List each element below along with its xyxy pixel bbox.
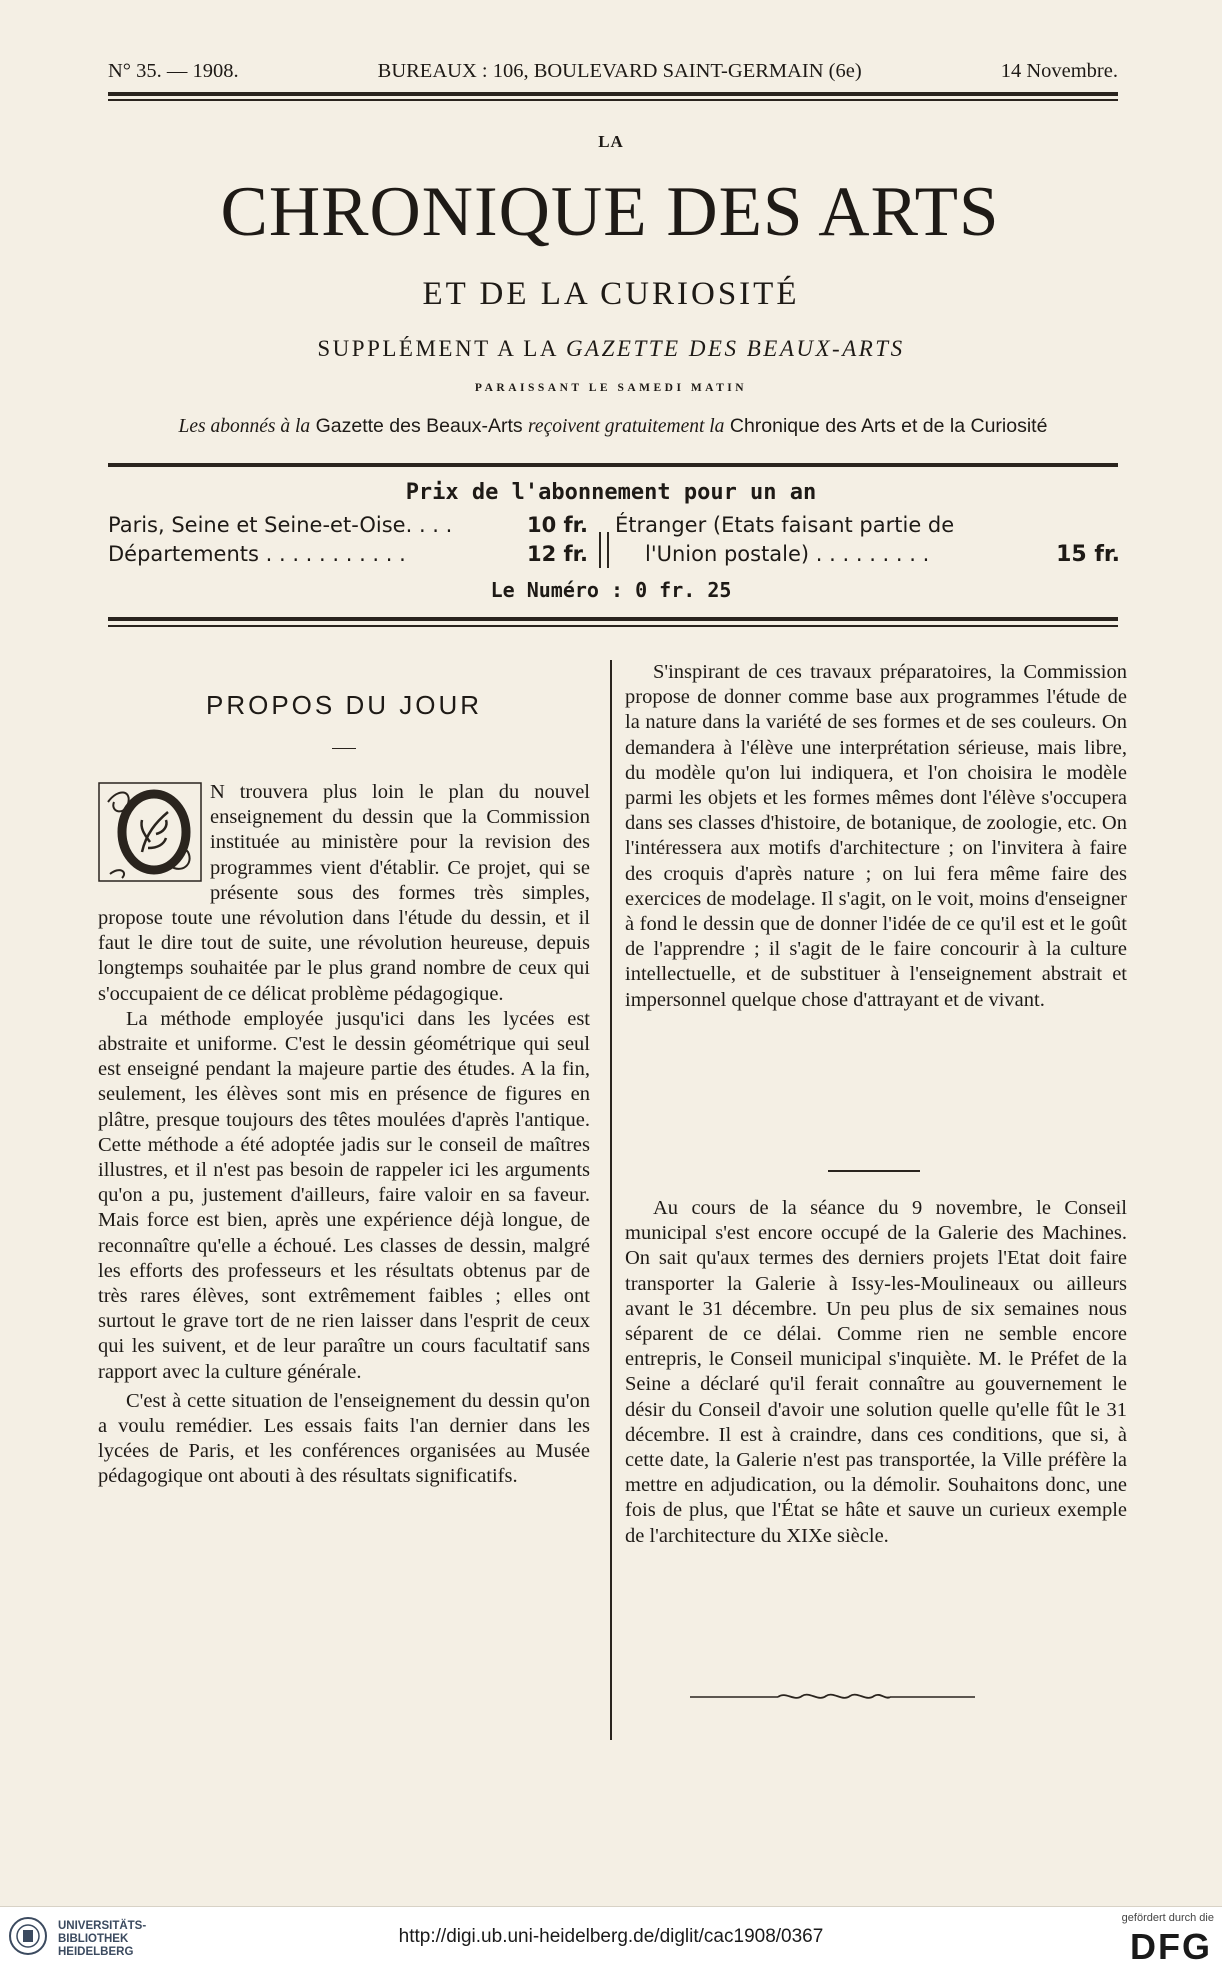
price-etranger-label1: Étranger (Etats faisant partie de <box>615 513 955 537</box>
masthead-subtitle: ET DE LA CURIOSITÉ <box>422 276 800 312</box>
article-heading: PROPOS DU JOUR <box>205 690 483 720</box>
publication-day: PARAISSANT LE SAMEDI MATIN <box>474 382 748 394</box>
masthead-rule <box>108 463 1118 467</box>
price-paris-label: Paris, Seine et Seine-et-Oise. . . . <box>108 513 453 537</box>
prices-rule-thin <box>108 625 1118 627</box>
right-column-top <box>625 660 1127 1013</box>
section-separator <box>828 1170 920 1172</box>
issue-number: N° 35. — 1908. <box>108 60 239 82</box>
ornamental-rule-icon <box>690 1688 975 1704</box>
subscribers-note-part4: Chronique des Arts et de la Curiosité <box>729 415 1048 437</box>
price-etranger-row2 <box>615 542 1120 568</box>
price-divider <box>599 532 609 568</box>
price-paris-row <box>108 513 588 539</box>
supplement-gazette: GAZETTE DES BEAUX-ARTS <box>565 336 905 361</box>
price-paris-value: 10 fr. <box>526 513 588 537</box>
price-etranger-value: 15 fr. <box>1056 542 1120 567</box>
supplement-line <box>0 336 1222 362</box>
heading-dash <box>332 748 356 749</box>
right-column-bottom <box>625 1196 1127 1549</box>
prices-rule <box>108 617 1118 621</box>
funding-note: gefördert durch die <box>1121 1912 1214 1924</box>
subscription-heading: Prix de l'abonnement pour un an <box>405 480 817 505</box>
paragraph-1-text: N trouvera plus loin le plan du nouvel enseignement du dessin que la Commission instituée au ministère pour la revision des programmes vient d'établir. Ce projet, qui se présente sous des formes très simples, propose toute une révolution dans l'étude du dessin, et il faut le dire tout de suite, une révolution heureuse, depuis longtemps souhaitée par le plus grand nombre de ceux qui s'occupaient de ce délicat problème pédagogique. <box>98 781 590 1005</box>
price-departements-row <box>108 542 588 568</box>
left-column <box>98 780 590 1490</box>
source-url[interactable]: http://digi.ub.uni-heidelberg.de/diglit/cac1908/0367 <box>398 1926 824 1947</box>
column-separator <box>610 660 612 1740</box>
price-departements-label: Départements . . . . . . . . . . . <box>108 542 406 566</box>
supplement-prefix: SUPPLÉMENT A LA <box>317 336 558 361</box>
paragraph-3: C'est à cette situation de l'enseignement du dessin qu'on a voulu remédier. Les essais faits l'an dernier dans les lycées de Paris, et les conférences organisées au Musée pédagogique ont abouti à des résultats significatifs. <box>98 1389 590 1488</box>
price-etranger-row1 <box>615 513 1120 539</box>
university-line-2: BIBLIOTHEK <box>58 1933 129 1945</box>
subscribers-note-part1: Les abonnés à la <box>178 416 311 437</box>
single-issue-price: Le Numéro : 0 fr. 25 <box>490 578 732 602</box>
header-rule-thin <box>108 99 1118 101</box>
paragraph-1 <box>98 780 590 1007</box>
price-etranger-label2: l'Union postale) . . . . . . . . . <box>645 542 930 566</box>
dfg-logo: DFG <box>1130 1926 1212 1967</box>
issue-header-line <box>108 60 1118 83</box>
paragraph-5: Au cours de la séance du 9 novembre, le Conseil municipal s'est encore occupé de la Galerie des Machines. On sait qu'aux termes des derniers projets l'Etat doit faire transporter la Galerie à Issy-les-Moulineaux ou ailleurs avant le 31 décembre. Un peu plus de six semaines nous séparent de ce délai. Comme rien ne semble encore entrepris, le Conseil municipal s'inquiète. M. le Préfet de la Seine a déclaré qu'il ferait connaître au gouvernement le désir du Conseil d'avoir une solution quelle qu'elle fût le 31 décembre. Il est à craindre, dans ces conditions, que si, à cette date, la Galerie n'est pas transportée, la Ville préfère la mettre en adjudication, ou la démolir. Souhaitons donc, une fois de plus, que l'État se hâte et sauve un curieux exemple de l'architecture du XIXe siècle. <box>625 1197 1127 1547</box>
subscribers-note-part3: reçoivent gratuitement la <box>528 416 725 437</box>
price-departements-value: 12 fr. <box>526 542 588 566</box>
university-line-3: HEIDELBERG <box>58 1946 134 1958</box>
issue-date: 14 Novembre. <box>1000 60 1118 82</box>
masthead-title: CHRONIQUE DES ARTS <box>220 173 1000 251</box>
paragraph-4: S'inspirant de ces travaux préparatoires, la Commission propose de donner comme base aux programmes l'étude de la nature dans la variété de ses formes et de ses couleurs. On demandera à l'élève une interprétation sérieuse, mais libre, du modèle qu'on lui indiquera, et l'on choisira le modèle parmi les objets et les formes mêmes dont l'élève s'occupera dans ses classes d'histoire, de botanique, de zoologie, etc. On l'intéressera aux motifs d'architecture ; on l'invitera à faire des croquis d'après nature ; on lui fera même faire des exercices de modelage. Il s'agit, on le voit, moins d'enseigner à fond le dessin que de donner l'idée de ce qu'il est et le goût de l'apprendre ; il s'agit de le faire concourir à la culture intellectuelle, et de substituer à l'enseignement abstrait et impersonnel quelque chose d'attrayant et de vivant. <box>625 661 1127 1011</box>
masthead-la: LA <box>598 132 624 151</box>
decorated-initial-o-icon <box>98 782 202 882</box>
paragraph-2: La méthode employée jusqu'ici dans les lycées est abstraite et uniforme. C'est le dessin géométrique qui seul est enseigné pendant la majeure partie des études. A la fin, seulement, les élèves sont mis en présence de figures en plâtre, presque toujours des têtes moulées d'après l'antique. Cette méthode a été adoptée jadis sur le conseil de maîtres illustres, et il n'est pas besoin de rappeler ici les arguments qu'on a pu, justement d'ailleurs, faire valoir en sa faveur. Mais force est bien, après une expérience déjà longue, de reconnaître qu'elle a échoué. Les classes de dessin, malgré les efforts des professeurs et les résultats obtenus par de très rares élèves, sont extrêmement faibles ; elles ont surtout le grave tort de ne rien laisser dans l'esprit de ceux qui les suivent, et de leur paraître un cours facultatif sans rapport avec la culture générale. <box>98 1007 590 1383</box>
subscribers-note <box>108 415 1118 438</box>
bureaux-address: BUREAUX : 106, BOULEVARD SAINT-GERMAIN (6e) <box>377 60 862 82</box>
university-line-1: UNIVERSITÄTS- <box>58 1920 147 1932</box>
subscribers-note-part2: Gazette des Beaux-Arts <box>315 415 523 437</box>
header-rule <box>108 92 1118 96</box>
